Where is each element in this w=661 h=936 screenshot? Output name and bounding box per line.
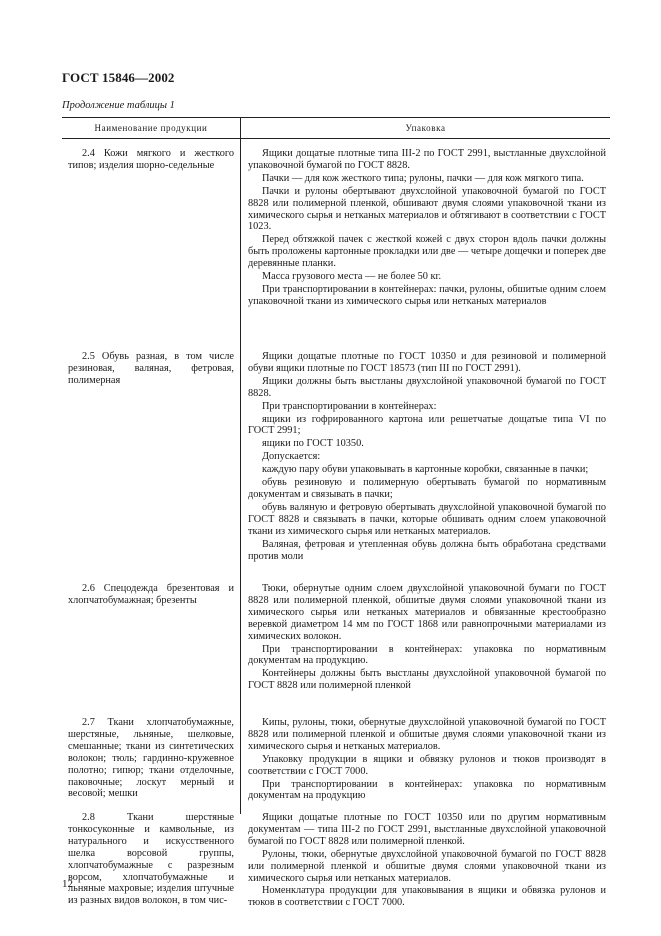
packing-paragraph: Пачки — для кож жесткого типа; рулоны, пачки — для кож мягкого типа. xyxy=(262,172,584,184)
packing-paragraph: При транспортировании в контейнерах: xyxy=(262,400,437,412)
packing-paragraph: Пачки и рулоны обертывают двухслойной упаковочной бумагой по ГОСТ 8828 или полимерной пленкой, обшивают двумя слоями упаковочной ткани из химического сырья и нетканых материалов и обтягивают в соответствии с ГОСТ 1023. xyxy=(248,185,606,233)
column-divider xyxy=(240,139,241,814)
packing-paragraph: При транспортировании в контейнерах: упаковка по нормативным документам на продукцию xyxy=(248,778,606,802)
packing-paragraph: Масса грузового места — не более 50 кг. xyxy=(262,271,442,283)
column-header-packing: Упаковка xyxy=(405,123,446,133)
page-number: 12 xyxy=(62,878,73,890)
packing-paragraph: обувь резиновую и полимерную обертывать бумагой по нормативным документам и связывать в пачки; xyxy=(248,477,606,500)
product-name-cell xyxy=(62,351,240,573)
product-name: 2.5 Обувь разная, в том числе резиновая, валяная, фетровая, полимерная xyxy=(68,351,234,386)
packing-paragraph: ящики по ГОСТ 10350. xyxy=(262,438,364,450)
product-name: 2.8 Ткани шерстяные тонкосуконные и камвольные, из натурального и искусственного шелка ворсовой группы, хлопчатобумажные с разрезным ворсом, хлопчатобумажные и льняные махровые; изделия штучные из разных видов волокон, в том чис- xyxy=(68,812,234,907)
packing-paragraph: каждую пару обуви упаковывать в картонные коробки, связанные в пачки; xyxy=(262,464,589,476)
packaging-table xyxy=(62,117,610,924)
packing-paragraph: Контейнеры должны быть выстланы двухслойной упаковочной бумагой по ГОСТ 8828 или полимерной пленкой xyxy=(248,668,606,692)
packing-paragraph: Кипы, рулоны, тюки, обернутые двухслойной упаковочной бумагой по ГОСТ 8828 или полимерной пленкой и обшитые двумя слоями упаковочной ткани из химического сырья и нетканых материалов. xyxy=(248,717,606,752)
packing-paragraph: Упаковку продукции в ящики и обвязку рулонов и тюков производят в соответствии с ГОСТ 7000. xyxy=(248,753,606,777)
standard-header: ГОСТ 15846—2002 xyxy=(62,70,175,85)
table-body xyxy=(62,139,610,924)
table-row xyxy=(62,342,610,573)
packing-paragraph: Ящики дощатые плотные по ГОСТ 10350 и для резиновой и полимерной обуви ящики плотные по ГОСТ 18573 (тип III по ГОСТ 2991). xyxy=(248,351,606,374)
packing-paragraph: Допускается: xyxy=(262,451,321,463)
product-name: 2.6 Спецодежда брезентовая и хлопчатобумажная; брезенты xyxy=(68,583,234,606)
column-header-product: Наименование продукции xyxy=(62,118,241,138)
packing-cell xyxy=(240,148,610,342)
table-row xyxy=(62,707,610,802)
packing-cell xyxy=(240,583,610,707)
product-name: 2.4 Кожи мягкого и жесткого типов; изделия шорно-седельные xyxy=(68,148,234,171)
packing-paragraph: При транспортировании в контейнерах: пачки, рулоны, обшитые одним слоем упаковочной ткани из химического сырья или нетканых материалов xyxy=(248,283,606,307)
table-row xyxy=(62,802,610,924)
packing-paragraph: Рулоны, тюки, обернутые двухслойной упаковочной бумагой по ГОСТ 8828 или полимерной пленкой и обшитые двумя слоями упаковочной ткани из химического сырья или нетканых материалов. xyxy=(248,848,606,884)
packing-cell xyxy=(240,717,610,802)
packing-paragraph: При транспортировании в контейнерах: упаковка по нормативным документам на продукцию. xyxy=(248,643,606,667)
product-name-cell xyxy=(62,717,240,802)
packing-paragraph: Номенклатура продукции для упаковывания в ящики и обвязка рулонов и тюков в соответствии с ГОСТ 7000. xyxy=(248,885,606,909)
packing-paragraph: Ящики дощатые плотные типа III-2 по ГОСТ 2991, выстланные двухслойной упаковочной бумагой по ГОСТ 8828. xyxy=(248,148,606,171)
product-name-cell xyxy=(62,812,240,924)
packing-cell xyxy=(240,351,610,573)
table-row xyxy=(62,139,610,342)
product-name: 2.7 Ткани хлопчатобумажные, шерстяные, льняные, шелковые, смешанные; ткани из синтетических волокон; тюль; гардинно-кружевное полотно; гипюр; ткани отделочные, паковочные; лоскут мерный и весовой; мешки xyxy=(68,717,234,800)
table-header xyxy=(62,117,610,139)
table-continuation-caption: Продолжение таблицы 1 xyxy=(62,100,175,111)
table-row xyxy=(62,573,610,707)
packing-paragraph: Тюки, обернутые одним слоем двухслойной упаковочной бумаги по ГОСТ 8828 или полимерной пленкой, обшитые двумя слоями упаковочной ткани из химического сырья или нетканых материалов и обвязанные крестообразно веревкой диаметром 14 мм по ГОСТ 1868 или равнопрочными материалами из химических волокон. xyxy=(248,583,606,642)
packing-paragraph: Перед обтяжкой пачек с жесткой кожей с двух сторон вдоль пачки должны быть проложены картонные прокладки или две — четыре дощечки и поперек две деревянные планки. xyxy=(248,234,606,270)
product-name-cell xyxy=(62,148,240,342)
packing-paragraph: Ящики дощатые плотные по ГОСТ 10350 или по другим нормативным документам — типа III-2 по ГОСТ 2991, выстланные двухслойной упаковочной бумагой по ГОСТ 8828 или полимерной пленкой. xyxy=(248,812,606,847)
packing-paragraph: обувь валяную и фетровую обертывать двухслойной упаковочной бумагой по ГОСТ 8828 и связывать в пачки, которые обшивать одним слоем упаковочной ткани из химического сырья или нетканых материалов. xyxy=(248,501,606,537)
product-name-cell xyxy=(62,583,240,707)
packing-cell xyxy=(240,812,610,924)
packing-paragraph: ящики из гофрированного картона или решетчатые дощатые типа VI по ГОСТ 2991; xyxy=(248,413,606,437)
packing-paragraph: Ящики должны быть выстланы двухслойной упаковочной бумагой по ГОСТ 8828. xyxy=(248,375,606,399)
packing-paragraph: Валяная, фетровая и утепленная обувь должна быть обработана средствами против моли xyxy=(248,538,606,562)
